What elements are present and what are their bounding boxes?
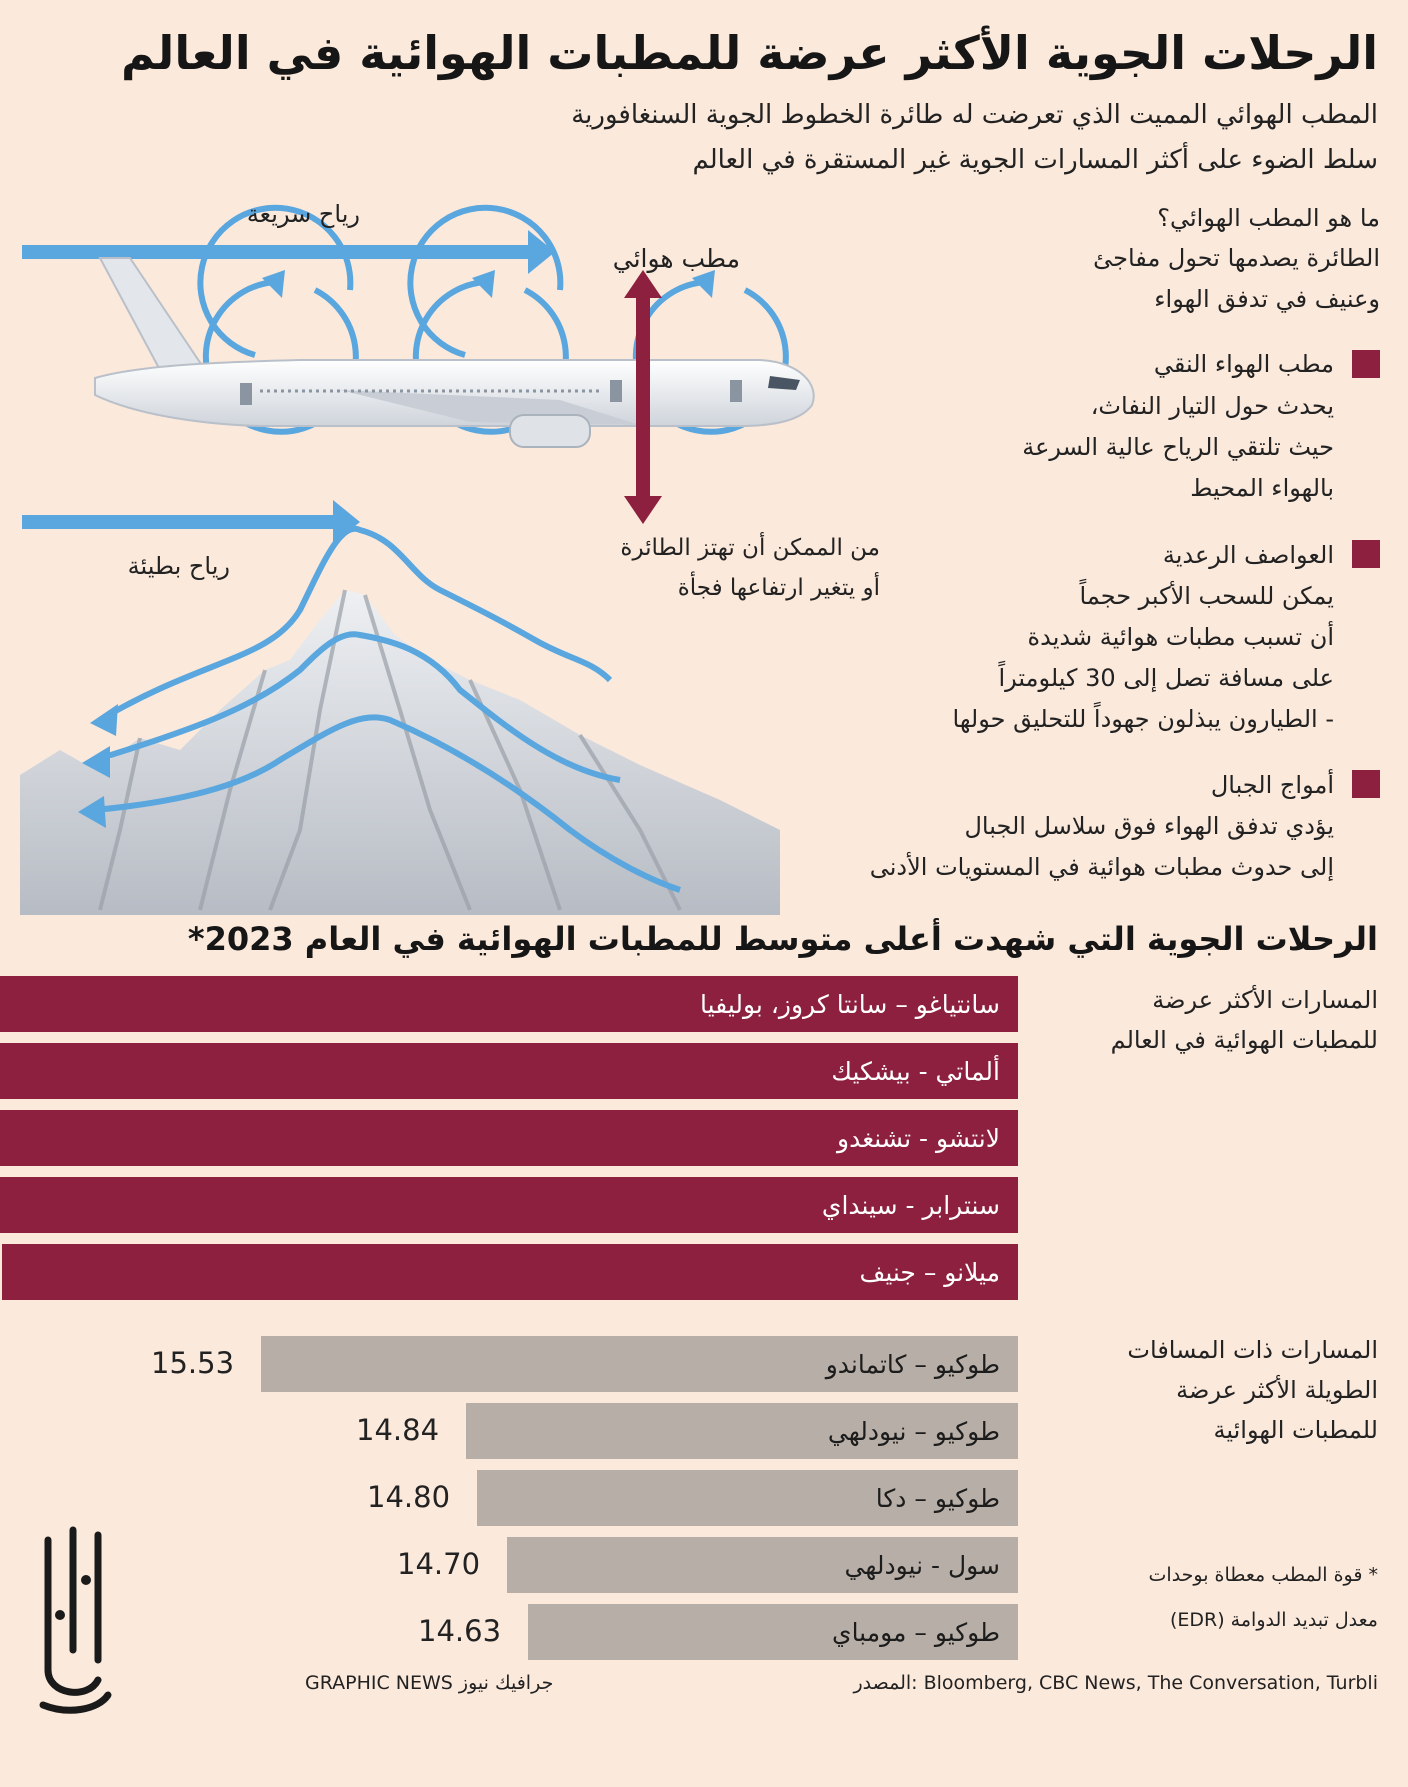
mountain-line-2: إلى حدوث مطبات هوائية في المستويات الأدنى bbox=[869, 853, 1334, 881]
group-2-label bbox=[1078, 1330, 1378, 1450]
clear-air-bullet bbox=[1352, 350, 1380, 378]
bar-1-1 bbox=[0, 976, 1018, 1032]
source-text: المصدر: Bloomberg, CBC News, The Conversation, Turbli bbox=[853, 1672, 1378, 1694]
shake-text-line-2: أو يتغير ارتفاعها فجأة bbox=[677, 575, 880, 601]
clear-air-line-3: بالهواء المحيط bbox=[1190, 474, 1334, 502]
bar-label: سانتياغو – سانتا كروز، بوليفيا bbox=[700, 989, 1000, 1019]
what-is-question: ما هو المطب الهوائي؟ bbox=[1157, 204, 1380, 232]
bar-label: طوكيو – دكا bbox=[875, 1483, 1000, 1513]
footnote-line-1: * قوة المطب معطاة بوحدات bbox=[1148, 1564, 1378, 1586]
bar-value-label: 14.84 bbox=[356, 1413, 440, 1447]
storms-line-2: أن تسبب مطبات هوائية شديدة bbox=[1027, 623, 1334, 651]
storms-line-4: - الطيارون يبذلون جهوداً للتحليق حولها bbox=[952, 705, 1334, 733]
bar-value-label: 14.70 bbox=[397, 1547, 481, 1581]
chart-title: الرحلات الجوية التي شهدت أعلى متوسط للمطبات الهوائية في العام 2023* bbox=[187, 920, 1378, 958]
footnote-line-2: معدل تبديد الدوامة (EDR) bbox=[1169, 1609, 1378, 1631]
clear-air-title: مطب الهواء النقي bbox=[1153, 350, 1334, 378]
bar-2-4 bbox=[507, 1537, 1018, 1593]
bar-value-label: 15.53 bbox=[151, 1346, 235, 1380]
mountain-line-1: يؤدي تدفق الهواء فوق سلاسل الجبال bbox=[964, 812, 1334, 840]
page-title: الرحلات الجوية الأكثر عرضة للمطبات الهوائية في العالم bbox=[120, 26, 1378, 80]
group-2-label-line-1: المسارات ذات المسافات bbox=[1127, 1336, 1378, 1364]
storms-bullet bbox=[1352, 540, 1380, 568]
fast-wind-arrow bbox=[22, 230, 555, 274]
bar-label: طوكيو – مومباي bbox=[832, 1617, 1000, 1647]
group-1-label-line-1: المسارات الأكثر عرضة bbox=[1152, 986, 1378, 1014]
shake-text-line-1: من الممكن أن تهتز الطائرة bbox=[620, 535, 880, 561]
bar-label: لانتشو - تشنغدو bbox=[837, 1123, 1000, 1153]
clear-air-line-2: حيث تلتقي الرياح عالية السرعة bbox=[1022, 433, 1334, 461]
subtitle-line-2: سلط الضوء على أكثر المسارات الجوية غير المستقرة في العالم bbox=[692, 145, 1378, 175]
bar-label: سول - نيودلهي bbox=[844, 1550, 1000, 1580]
turbulence-label: مطب هوائي bbox=[612, 244, 740, 273]
newspaper-logo bbox=[28, 1520, 118, 1720]
mountain-bullet bbox=[1352, 770, 1380, 798]
fast-winds-label: رياح سريعة bbox=[246, 200, 360, 228]
group-1-label-line-2: للمطبات الهوائية في العالم bbox=[1110, 1026, 1378, 1054]
storms-line-3: على مسافة تصل إلى 30 كيلومتراً bbox=[998, 664, 1334, 692]
bar-label: سنترابر - سينداي bbox=[821, 1190, 1000, 1220]
bar-label: ألماتي - بيشكيك bbox=[831, 1056, 1000, 1086]
mountain-illustration bbox=[20, 590, 780, 915]
bar-1-4 bbox=[0, 1177, 1018, 1233]
group-1-label bbox=[1078, 980, 1378, 1060]
bar-value-label: 14.63 bbox=[418, 1614, 502, 1648]
bar-2-3 bbox=[477, 1470, 1018, 1526]
slow-winds-label: رياح بطيئة bbox=[127, 552, 230, 580]
bar-2-5 bbox=[528, 1604, 1018, 1660]
mountain-title: أمواج الجبال bbox=[1210, 771, 1334, 799]
storms-line-1: يمكن للسحب الأكبر حجماً bbox=[1079, 582, 1334, 610]
bar-2-1 bbox=[261, 1336, 1018, 1392]
what-is-line-2: وعنيف في تدفق الهواء bbox=[1154, 285, 1380, 313]
clear-air-line-1: يحدث حول التيار النفاث، bbox=[1090, 392, 1334, 420]
bar-1-5 bbox=[2, 1244, 1018, 1300]
slow-wind-arrow bbox=[22, 500, 360, 544]
group-2-label-line-3: للمطبات الهوائية bbox=[1213, 1416, 1378, 1444]
credit-text: GRAPHIC NEWS جرافيك نيوز bbox=[305, 1672, 554, 1694]
bar-2-2 bbox=[466, 1403, 1018, 1459]
subtitle-line-1: المطب الهوائي المميت الذي تعرضت له طائرة الخطوط الجوية السنغافورية bbox=[571, 100, 1378, 130]
bar-label: ميلانو – جنيف bbox=[859, 1257, 1000, 1287]
what-is-line-1: الطائرة يصدمها تحول مفاجئ bbox=[1093, 244, 1380, 272]
bar-value-label: 14.80 bbox=[367, 1480, 451, 1514]
group-2-label-line-2: الطويلة الأكثر عرضة bbox=[1176, 1376, 1378, 1404]
storms-title: العواصف الرعدية bbox=[1162, 541, 1334, 569]
bar-1-3 bbox=[0, 1110, 1018, 1166]
bar-label: طوكيو – كاتماندو bbox=[825, 1349, 1000, 1379]
bar-1-2 bbox=[0, 1043, 1018, 1099]
bar-label: طوكيو – نيودلهي bbox=[827, 1416, 1000, 1446]
